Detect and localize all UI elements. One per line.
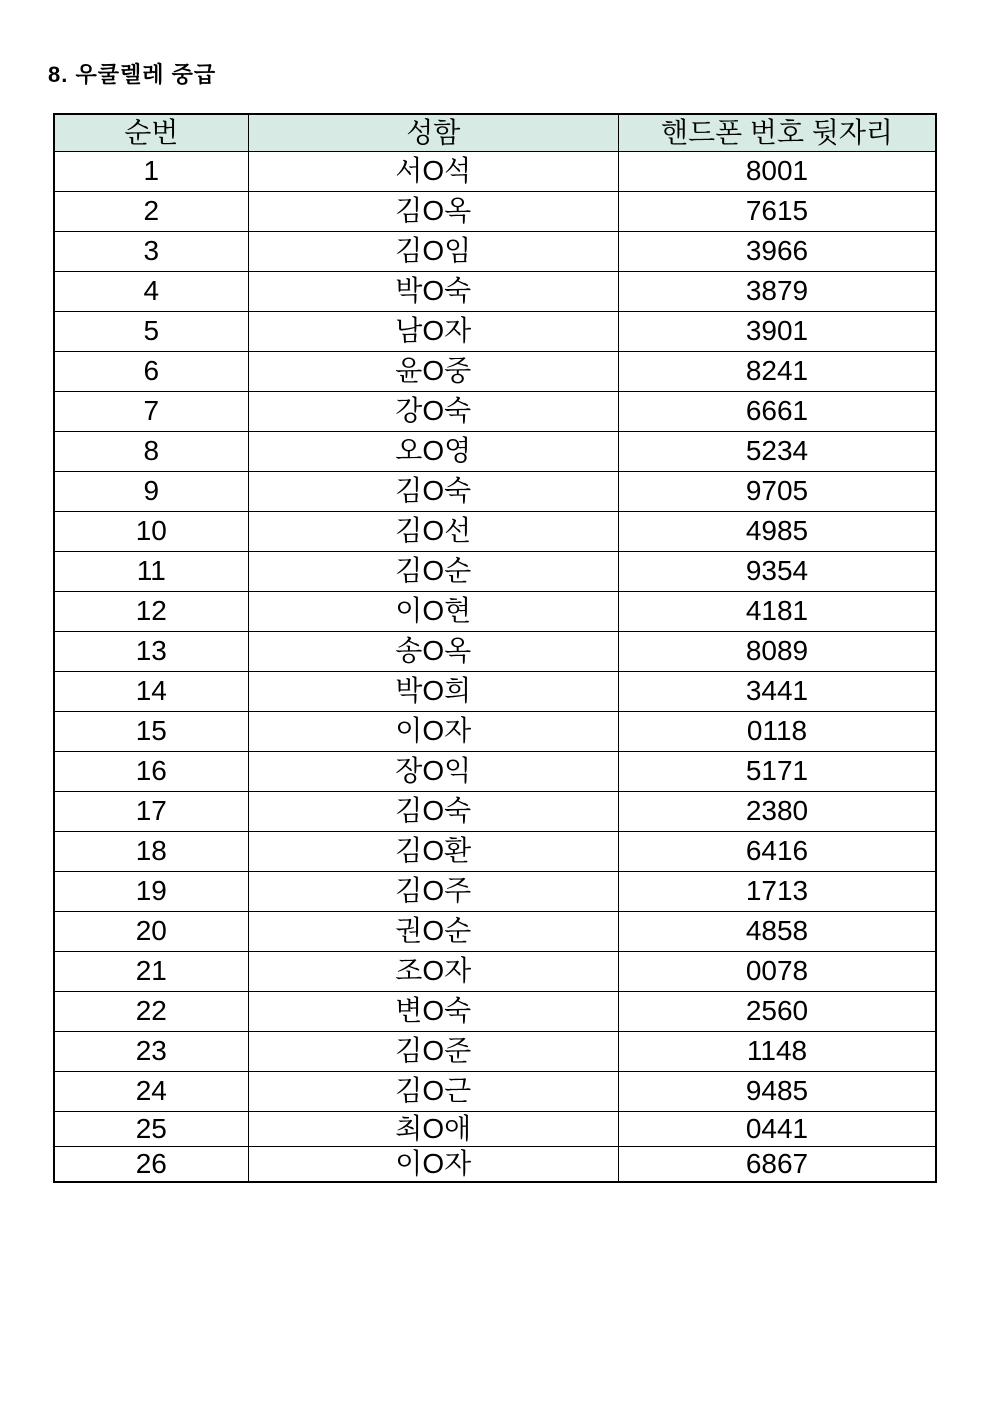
phone-cell: 3441 bbox=[618, 672, 936, 712]
table-row bbox=[54, 632, 936, 672]
rank-cell: 17 bbox=[54, 792, 248, 832]
phone-cell: 6661 bbox=[618, 392, 936, 432]
table-row bbox=[54, 432, 936, 472]
phone-cell: 2380 bbox=[618, 792, 936, 832]
table-row bbox=[54, 152, 936, 192]
roster-table-container bbox=[53, 113, 937, 1183]
table-row bbox=[54, 752, 936, 792]
phone-cell: 1148 bbox=[618, 1032, 936, 1072]
rank-cell: 8 bbox=[54, 432, 248, 472]
table-row bbox=[54, 272, 936, 312]
name-cell: 장O익 bbox=[248, 752, 618, 792]
table-row bbox=[54, 872, 936, 912]
table-row bbox=[54, 952, 936, 992]
name-cell: 권O순 bbox=[248, 912, 618, 952]
name-cell: 서O석 bbox=[248, 152, 618, 192]
rank-cell: 14 bbox=[54, 672, 248, 712]
phone-cell: 3901 bbox=[618, 312, 936, 352]
table-row bbox=[54, 472, 936, 512]
phone-cell: 7615 bbox=[618, 192, 936, 232]
rank-cell: 22 bbox=[54, 992, 248, 1032]
table-row bbox=[54, 552, 936, 592]
rank-cell: 9 bbox=[54, 472, 248, 512]
table-row bbox=[54, 352, 936, 392]
phone-cell: 3879 bbox=[618, 272, 936, 312]
name-cell: 이O자 bbox=[248, 1147, 618, 1183]
rank-cell: 24 bbox=[54, 1072, 248, 1112]
phone-cell: 4181 bbox=[618, 592, 936, 632]
phone-cell: 9705 bbox=[618, 472, 936, 512]
table-header bbox=[54, 114, 936, 152]
phone-cell: 0078 bbox=[618, 952, 936, 992]
name-cell: 김O환 bbox=[248, 832, 618, 872]
phone-cell: 9354 bbox=[618, 552, 936, 592]
phone-cell: 1713 bbox=[618, 872, 936, 912]
name-cell: 이O자 bbox=[248, 712, 618, 752]
table-row bbox=[54, 312, 936, 352]
name-cell: 김O근 bbox=[248, 1072, 618, 1112]
name-cell: 박O숙 bbox=[248, 272, 618, 312]
rank-cell: 12 bbox=[54, 592, 248, 632]
table-row bbox=[54, 592, 936, 632]
rank-cell: 15 bbox=[54, 712, 248, 752]
rank-cell: 20 bbox=[54, 912, 248, 952]
header-phone: 핸드폰 번호 뒷자리 bbox=[618, 114, 936, 152]
table-row bbox=[54, 992, 936, 1032]
name-cell: 박O희 bbox=[248, 672, 618, 712]
phone-cell: 0441 bbox=[618, 1112, 936, 1147]
rank-cell: 5 bbox=[54, 312, 248, 352]
name-cell: 김O숙 bbox=[248, 472, 618, 512]
name-cell: 송O옥 bbox=[248, 632, 618, 672]
table-row bbox=[54, 712, 936, 752]
table-row bbox=[54, 512, 936, 552]
name-cell: 김O선 bbox=[248, 512, 618, 552]
rank-cell: 26 bbox=[54, 1147, 248, 1183]
table-row bbox=[54, 912, 936, 952]
phone-cell: 4985 bbox=[618, 512, 936, 552]
rank-cell: 23 bbox=[54, 1032, 248, 1072]
name-cell: 강O숙 bbox=[248, 392, 618, 432]
table-row bbox=[54, 1072, 936, 1112]
phone-cell: 0118 bbox=[618, 712, 936, 752]
name-cell: 오O영 bbox=[248, 432, 618, 472]
rank-cell: 25 bbox=[54, 1112, 248, 1147]
phone-cell: 6867 bbox=[618, 1147, 936, 1183]
rank-cell: 13 bbox=[54, 632, 248, 672]
rank-cell: 10 bbox=[54, 512, 248, 552]
table-row bbox=[54, 192, 936, 232]
header-name: 성함 bbox=[248, 114, 618, 152]
rank-cell: 19 bbox=[54, 872, 248, 912]
name-cell: 남O자 bbox=[248, 312, 618, 352]
table-row bbox=[54, 672, 936, 712]
name-cell: 변O숙 bbox=[248, 992, 618, 1032]
phone-cell: 5234 bbox=[618, 432, 936, 472]
rank-cell: 16 bbox=[54, 752, 248, 792]
table-body bbox=[54, 152, 936, 1183]
table-row bbox=[54, 232, 936, 272]
name-cell: 윤O중 bbox=[248, 352, 618, 392]
phone-cell: 4858 bbox=[618, 912, 936, 952]
table-row bbox=[54, 1112, 936, 1147]
phone-cell: 3966 bbox=[618, 232, 936, 272]
header-rank: 순번 bbox=[54, 114, 248, 152]
phone-cell: 8241 bbox=[618, 352, 936, 392]
rank-cell: 1 bbox=[54, 152, 248, 192]
table-row bbox=[54, 1032, 936, 1072]
phone-cell: 5171 bbox=[618, 752, 936, 792]
table-row bbox=[54, 792, 936, 832]
phone-cell: 8089 bbox=[618, 632, 936, 672]
name-cell: 김O숙 bbox=[248, 792, 618, 832]
phone-cell: 6416 bbox=[618, 832, 936, 872]
name-cell: 최O애 bbox=[248, 1112, 618, 1147]
rank-cell: 11 bbox=[54, 552, 248, 592]
rank-cell: 7 bbox=[54, 392, 248, 432]
name-cell: 이O현 bbox=[248, 592, 618, 632]
name-cell: 김O옥 bbox=[248, 192, 618, 232]
rank-cell: 21 bbox=[54, 952, 248, 992]
name-cell: 김O주 bbox=[248, 872, 618, 912]
page-title: 8. 우쿨렐레 중급 bbox=[48, 62, 217, 87]
phone-cell: 9485 bbox=[618, 1072, 936, 1112]
rank-cell: 18 bbox=[54, 832, 248, 872]
name-cell: 조O자 bbox=[248, 952, 618, 992]
rank-cell: 2 bbox=[54, 192, 248, 232]
table-row bbox=[54, 1147, 936, 1183]
name-cell: 김O준 bbox=[248, 1032, 618, 1072]
header-row bbox=[54, 114, 936, 152]
table-row bbox=[54, 832, 936, 872]
phone-cell: 2560 bbox=[618, 992, 936, 1032]
table-row bbox=[54, 392, 936, 432]
rank-cell: 3 bbox=[54, 232, 248, 272]
rank-cell: 6 bbox=[54, 352, 248, 392]
name-cell: 김O순 bbox=[248, 552, 618, 592]
name-cell: 김O임 bbox=[248, 232, 618, 272]
phone-cell: 8001 bbox=[618, 152, 936, 192]
roster-table bbox=[53, 113, 937, 1183]
rank-cell: 4 bbox=[54, 272, 248, 312]
